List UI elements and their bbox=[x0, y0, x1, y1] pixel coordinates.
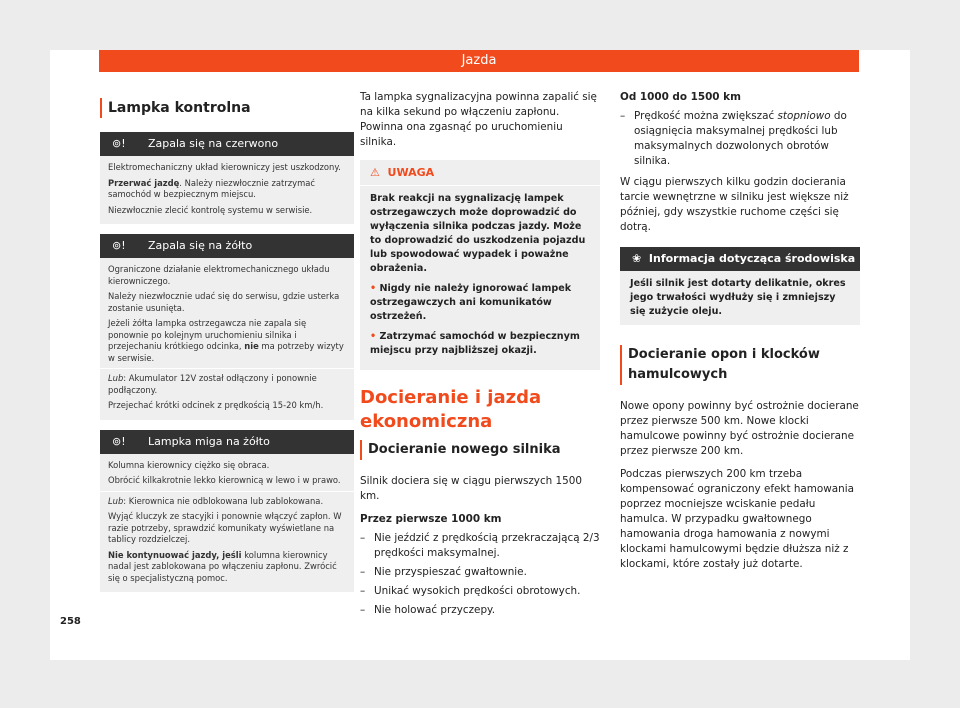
box-red-p1: Elektromechaniczny układ kierowniczy jest uszkodzony. bbox=[108, 162, 341, 172]
lub-label: Lub bbox=[108, 495, 124, 506]
lub-label: Lub bbox=[108, 373, 124, 383]
environment-flower-icon: ❀ bbox=[632, 252, 642, 265]
list-item: – Nie przyspieszać gwałtownie. bbox=[360, 565, 600, 580]
chapter-heading: Docieranie i jazda ekonomiczna bbox=[360, 387, 542, 432]
environment-box bbox=[620, 247, 860, 325]
manual-page bbox=[50, 50, 910, 660]
box-yellow-title: Zapala się na żółto bbox=[148, 239, 253, 252]
range-list bbox=[620, 109, 860, 169]
heading-warning-lamp: Lampka kontrolna bbox=[100, 98, 354, 118]
first-1000-list bbox=[360, 531, 600, 618]
box-blinking-p1: Kolumna kierownicy ciężko się obraca. bbox=[108, 459, 270, 470]
warning-header bbox=[360, 160, 600, 186]
column-middle bbox=[360, 90, 600, 624]
intro-text: Ta lampka sygnalizacyjna powinna zapalić się na kilka sekund po włączeniu zapłonu. Powinna ona zgasnąć po uruchomieniu silnika. bbox=[360, 91, 597, 148]
warning-title: UWAGA bbox=[387, 166, 435, 179]
box-red-p3: Niezwłocznie zlecić kontrolę systemu w serwisie. bbox=[108, 204, 313, 215]
li-i: stopniowo bbox=[777, 110, 831, 122]
page-number: 258 bbox=[60, 616, 81, 627]
steering-warning-icon: ⊚! bbox=[112, 239, 126, 252]
box-red-p2 bbox=[108, 178, 346, 201]
box-yellow-lub bbox=[108, 373, 346, 396]
box-yellow-p3 bbox=[108, 318, 346, 364]
box-yellow-p1: Ograniczone działanie elektromechanicznego układu kierowniczego. bbox=[108, 264, 330, 286]
warning-body bbox=[360, 186, 600, 370]
list-item: – Unikać wysokich prędkości obrotowych. bbox=[360, 584, 600, 599]
box-red-title: Zapala się na czerwono bbox=[148, 137, 279, 150]
box-yellow-lub2: Przejechać krótki odcinek z prędkością 15-20 km/h. bbox=[108, 400, 324, 410]
list-item bbox=[620, 109, 860, 169]
steering-warning-icon: ⊚! bbox=[112, 137, 126, 150]
warning-p1: Brak reakcji na sygnalizację lampek ostrzegawczych może doprowadzić do wyłączenia silnika podczas jazdy. Może to doprowadzić do uszkodzenia pojazdu lub spowodować wypadek i poważne obrażenia. bbox=[370, 193, 586, 274]
box-red-rest: . Należy niezwłocznie zatrzymać samochód w bezpiecznym miejscu. bbox=[108, 177, 316, 199]
box-blinking-p5 bbox=[108, 550, 346, 585]
environment-body: Jeśli silnik jest dotarty delikatnie, okres jego trwałości wydłuży się i zmniejszy się zużycie oleju. bbox=[630, 278, 846, 317]
tyres-p2: Podczas pierwszych 200 km trzeba kompensować ograniczony efekt hamowania poprzez mocniejsze wciskanie pedału hamulca. W przypadku gwałtownego hamowania droga hamowania z nowymi klockami hamulcowymi będzie dłuższa niż z klockami, które zostały już dotarte. bbox=[620, 468, 854, 570]
box-yellow-p3b: nie bbox=[244, 341, 259, 351]
range-heading: Od 1000 do 1500 km bbox=[620, 91, 741, 103]
box-yellow-p3c: ma potrzeby wizyty w serwisie. bbox=[108, 341, 344, 363]
first-1000-heading: Przez pierwsze 1000 km bbox=[360, 513, 502, 525]
warning-bullet-2 bbox=[370, 330, 590, 358]
list-item: – Nie holować przyczepy. bbox=[360, 603, 600, 618]
list-item: – Nie jeździć z prędkością przekraczającą 2/3 prędkości maksymalnej. bbox=[360, 531, 600, 561]
divider bbox=[100, 368, 354, 369]
warning-bullet-1 bbox=[370, 282, 590, 324]
box-blinking-p2: Obrócić kilkakrotnie lekko kierownicą w lewo i w prawo. bbox=[108, 475, 341, 485]
section-header: Jazda bbox=[99, 50, 859, 72]
box-blinking bbox=[100, 430, 354, 593]
environment-header bbox=[620, 247, 860, 271]
li-a: Prędkość można zwiększać bbox=[634, 110, 778, 122]
tyres-p1: Nowe opony powinny być ostrożnie docierane przez pierwsze 500 km. Nowe klocki hamulcowe powinny być ostrożnie docierane przez pierwsze 200 km. bbox=[620, 400, 859, 457]
box-blinking-lub2: Wyjąć kluczyk ze stacyjki i ponownie włączyć zapłon. W razie potrzeby, sprawdzić komunikaty wyświetlane na tablicy rozdzielczej. bbox=[108, 511, 342, 544]
environment-title: Informacja dotycząca środowiska bbox=[648, 252, 856, 265]
box-red-header bbox=[100, 132, 354, 156]
steering-warning-icon: ⊚! bbox=[112, 434, 126, 448]
box-red bbox=[100, 132, 354, 224]
box-blinking-lub bbox=[108, 496, 346, 508]
engine-p1: Silnik dociera się w ciągu pierwszych 1500 km. bbox=[360, 475, 583, 502]
box-red-bold: Przerwać jazdę bbox=[108, 177, 180, 188]
divider bbox=[100, 491, 354, 492]
box-yellow bbox=[100, 234, 354, 420]
box-yellow-lub1: : Akumulator 12V został odłączony i ponownie podłączony. bbox=[108, 373, 317, 395]
box-blinking-bold: Nie kontynuować jazdy, jeśli bbox=[108, 549, 242, 560]
box-blinking-lub1: : Kierownica nie odblokowana lub zablokowana. bbox=[123, 495, 324, 506]
box-blinking-body bbox=[100, 454, 354, 593]
bullet-icon: • bbox=[370, 331, 377, 342]
column-left bbox=[100, 90, 354, 602]
box-yellow-p3a: Jeżeli żółta lampka ostrzegawcza nie zapala się ponownie po kolejnym uruchomieniu silnika i przejechaniu krótkiego odcinka, bbox=[108, 318, 307, 351]
box-blinking-header bbox=[100, 430, 354, 454]
section-heading-engine: Docieranie nowego silnika bbox=[360, 440, 600, 460]
column-right bbox=[620, 90, 860, 580]
box-yellow-body bbox=[100, 258, 354, 420]
bullet-icon: • bbox=[370, 283, 377, 294]
li-b: do osiągnięcia maksymalnej prędkości lub maksymalnych dozwolonych obrotów silnika. bbox=[634, 110, 847, 167]
friction-text: W ciągu pierwszych kilku godzin docierania tarcie wewnętrzne w silniku jest większe niż później, gdy wszystkie ruchome części się dotrą. bbox=[620, 176, 849, 233]
warning-triangle-icon: ⚠ bbox=[370, 166, 380, 179]
box-red-body bbox=[100, 156, 354, 224]
section-heading-tyres: Docieranie opon i klocków hamulcowych bbox=[620, 345, 860, 385]
box-yellow-header bbox=[100, 234, 354, 258]
box-yellow-p2: Należy niezwłocznie udać się do serwisu, gdzie usterka zostanie usunięta. bbox=[108, 291, 340, 313]
box-blinking-after: kolumna kierownicy nadal jest zablokowana po włączeniu zapłonu. Zwrócić się o specjalistyczną pomoc. bbox=[108, 549, 337, 583]
warning-b1: Nigdy nie należy ignorować lampek ostrzegawczych ani komunikatów ostrzeżeń. bbox=[370, 283, 572, 322]
box-blinking-title: Lampka miga na żółto bbox=[148, 434, 270, 448]
warning-box bbox=[360, 160, 600, 370]
warning-b2: Zatrzymać samochód w bezpiecznym miejscu przy najbliższej okazji. bbox=[370, 331, 580, 356]
